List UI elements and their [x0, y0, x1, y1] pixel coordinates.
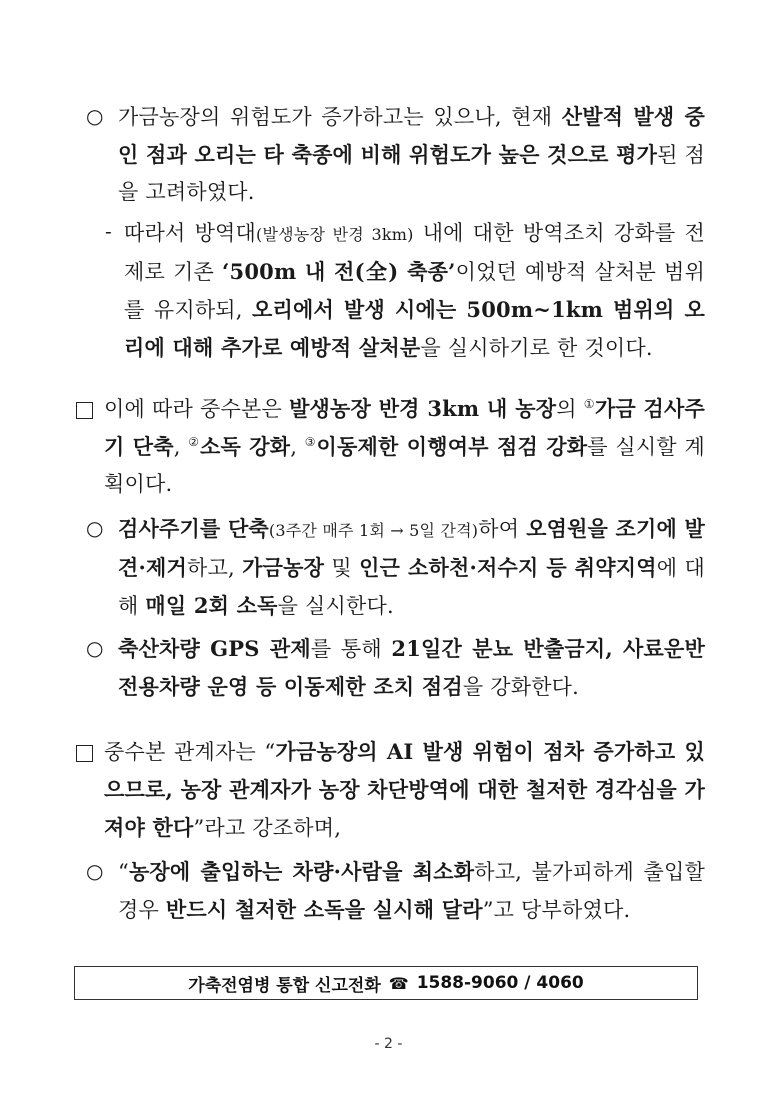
bullet-item-4	[0, 853, 777, 929]
text-run: 중수본 관계자는 “	[104, 740, 276, 764]
bold-run: 인근 소하천·저수지 등 취약지역	[359, 555, 657, 580]
box-item-1	[0, 390, 777, 503]
circle-bullet-icon: ○	[86, 636, 104, 660]
square-bullet-icon	[76, 745, 93, 762]
text-run: 를 통해	[310, 637, 392, 661]
text-run: 내에 대한 방역조치 강화를 전제로 기존	[124, 221, 705, 284]
bold-run: 검사주기를 단축	[118, 516, 269, 541]
text-run: 하고, 불가피하게 출입할 경우	[118, 860, 705, 922]
bold-run: 소독 강화	[200, 434, 291, 459]
text-run: 이에 따라 중수본은	[104, 397, 290, 421]
square-bullet-icon	[76, 402, 93, 419]
bold-run: 매일 2회 소독	[145, 593, 278, 618]
paragraph	[118, 98, 705, 211]
text-run: 및	[324, 556, 360, 580]
bold-run: 농장에 출입하는 차량·사람을 최소화	[128, 859, 475, 884]
bold-run: 오염원을 조기에 발견·제거	[118, 516, 706, 580]
bold-run: 가금 검사주기 단축	[104, 396, 705, 459]
phone-icon: ☎	[388, 973, 409, 993]
box-item-2	[0, 733, 777, 847]
text-run: 된 점을 고려하였다.	[118, 143, 705, 204]
text-run: 가금농장의 위험도가 증가하고는 있으나, 현재	[118, 105, 562, 129]
page-number: - 2 -	[374, 1036, 403, 1052]
bold-run: 오리에서 발생 시에는 500m~1km 범위의 오리에 대해 추가로 예방적 살처분	[124, 297, 705, 360]
superscript: ③	[304, 435, 317, 449]
text-run: ,	[173, 435, 189, 459]
bold-run: 발생농장 반경 3km 내 농장	[289, 396, 557, 421]
paragraph	[118, 853, 705, 929]
superscript: ①	[583, 397, 595, 411]
paragraph	[118, 630, 705, 706]
bold-run: 가금농장	[242, 555, 325, 580]
circle-bullet-icon: ○	[86, 516, 104, 540]
bullet-item-2	[0, 510, 777, 625]
text-run: 이었던 예방적 살처분 범위를 유지하되,	[124, 260, 705, 322]
bold-run: 반드시 철저한 소독을 실시해 달라	[165, 897, 483, 922]
text-run: 하고,	[186, 556, 243, 580]
paragraph	[104, 733, 705, 847]
paragraph	[118, 510, 705, 625]
text-run: 을 실시한다.	[277, 594, 394, 618]
paragraph	[124, 215, 705, 367]
bullet-item-3	[0, 630, 777, 706]
text-run: 을 강화한다.	[462, 675, 580, 699]
text-run: (3주간 매주 1회 → 5일 간격)	[268, 521, 479, 540]
text-run: “	[118, 860, 129, 884]
bold-run: 축산차량 GPS 관제	[118, 636, 311, 661]
circle-bullet-icon: ○	[86, 859, 104, 883]
paragraph	[104, 390, 705, 503]
hotline-box	[74, 966, 698, 1000]
bold-run: 산발적 발생 중인 점과 오리는 타 축종에 비해 위험도가 높은 것으로 평가	[118, 104, 705, 167]
bold-run: ‘500m 내 전(全) 축종’	[222, 259, 456, 284]
bullet-item-1	[0, 98, 777, 211]
text-run: 을 실시하기로 한 것이다.	[420, 336, 653, 360]
circle-bullet-icon: ○	[86, 104, 104, 128]
text-run: (발생농장 반경 3km)	[256, 225, 414, 244]
dash-item-1	[0, 215, 777, 367]
text-run: ”고 당부하였다.	[482, 898, 631, 922]
text-run: 에 대해	[118, 556, 705, 618]
text-run: 하여	[478, 517, 527, 541]
text-run: 를 실시할 계획이다.	[104, 435, 705, 496]
dash-bullet-icon: -	[105, 219, 112, 243]
bold-run: 이동제한 이행여부 점검 강화	[316, 434, 588, 459]
superscript: ②	[188, 435, 201, 449]
text-run: 따라서 방역대	[124, 221, 257, 245]
text-run: 의	[556, 397, 584, 421]
text-run: ”라고 강조하며,	[193, 816, 342, 840]
bold-run: 가금농장의 AI 발생 위험이 점차 증가하고 있으므로, 농장 관계자가 농장 차단방역에 대한 철저한 경각심을 가져야 한다	[104, 739, 705, 840]
bold-run: 21일간 분뇨 반출금지, 사료운반 전용차량 운영 등 이동제한 조치 점검	[118, 636, 705, 699]
hotline-number: 1588-9060 / 4060	[416, 973, 584, 993]
hotline-label: 가축전염병 통합 신고전화	[188, 975, 381, 996]
text-run: ,	[290, 435, 305, 459]
